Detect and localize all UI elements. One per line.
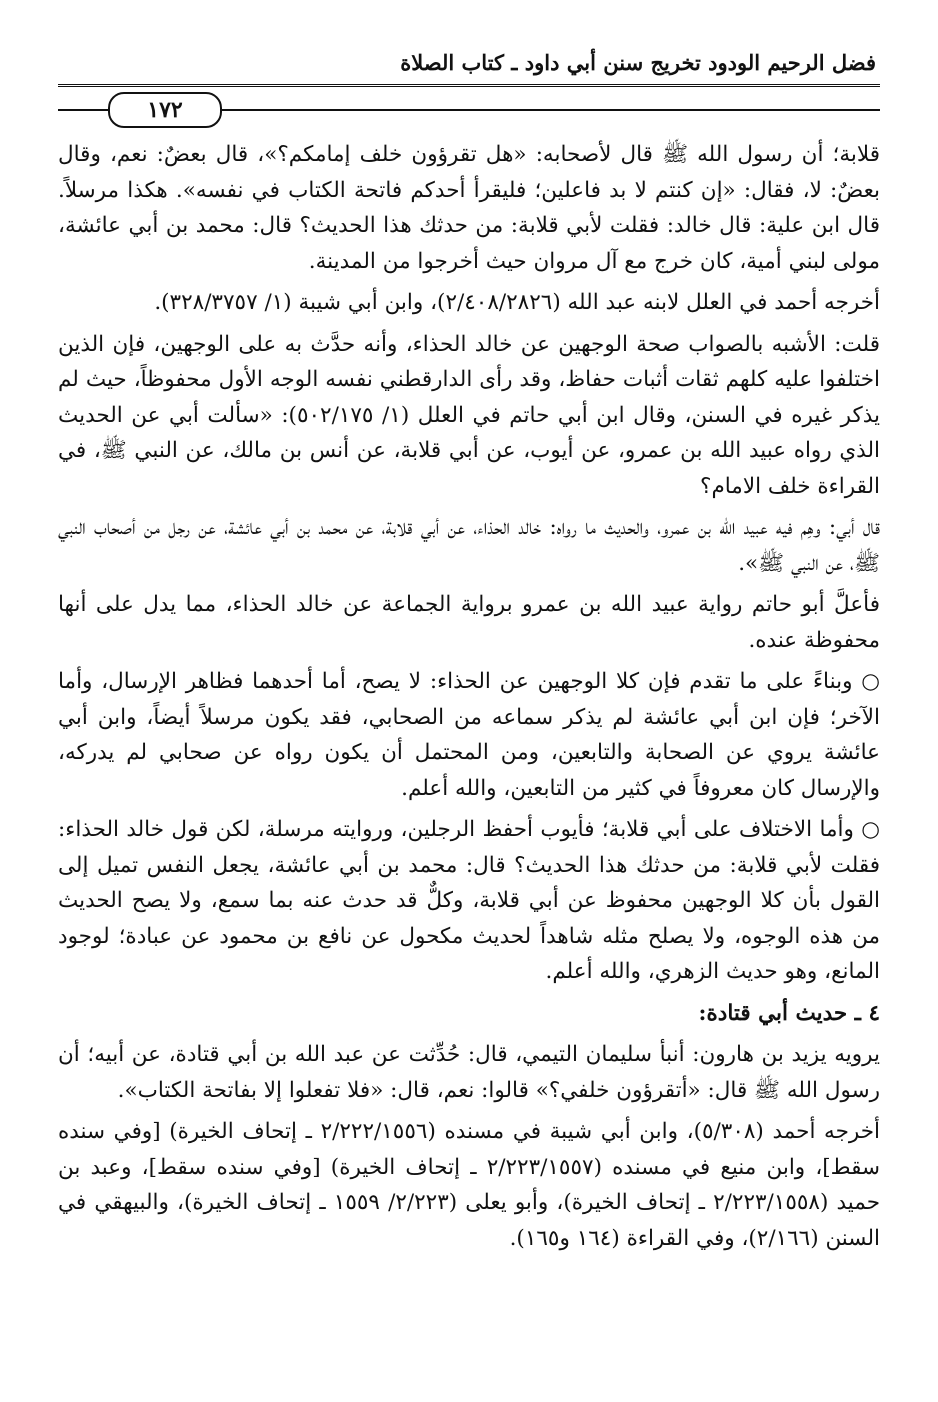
paragraph: قلت: الأشبه بالصواب صحة الوجهين عن خالد الحذاء، وأنه حدَّث به على الوجهين، فإن الذين اختلفوا عليه كلهم ثقات أثبات حفاظ، وقد رأى الدارقطني نفسه الوجه الأول محفوظاً، حيث لم يذكر غيره في السنن، وقال ابن أبي حاتم في العلل (١/ ٥٠٢/١٧٥): «سألت أبي عن الحديث الذي رواه عبيد الله بن عمرو، عن أيوب، عن أبي قلابة، عن أنس بن مالك، عن النبي ﷺ، في القراءة خلف الامام؟: [58, 331, 880, 499]
paragraph: أخرجه أحمد في العلل لابنه عبد الله (٢/٤٠٨/٢٨٢٦)، وابن أبي شيبة (١/ ٣٢٨/٣٧٥٧).: [154, 290, 880, 315]
page-number-rule: [58, 91, 880, 131]
page-number: ١٧٢: [108, 92, 222, 128]
paragraph: ○ وبناءً على ما تقدم فإن كلا الوجهين عن الحذاء: لا يصح، أما أحدهما فظاهر الإرسال، وأما الآخر؛ فإن ابن أبي عائشة لم يذكر سماعه من الصحابي، فقد يكون مرسلاً أيضاً، وابن أبي عائشة يروي عن الصحابة والتابعين، ومن المحتمل أن يكون رواه عن صحابي لم يدركه، والإرسال كان معروفاً في كثير من التابعين، والله أعلم.: [58, 669, 880, 801]
paragraph: قلابة؛ أن رسول الله ﷺ قال لأصحابه: «هل تقرؤون خلف إمامكم؟»، قال بعضٌ: نعم، وقال بعضٌ: لا، فقال: «إن كنتم لا بد فاعلين؛ فليقرأ أحدكم فاتحة الكتاب في نفسه». هكذا مرسلاً. قال ابن علية: قال خالد: فقلت لأبي قلابة: من حدثك هذا الحديث؟ قال: محمد بن أبي عائشة، مولى لبني أمية، كان خرج مع آل مروان حيث أخرجوا من المدينة.: [58, 142, 880, 274]
paragraph: يرويه يزيد بن هارون: أنبأ سليمان التيمي، قال: حُدِّثت عن عبد الله بن أبي قتادة، عن أبيه؛ أن رسول الله ﷺ قال: «أتقرؤون خلفي؟» قالوا: نعم، قال: «فلا تفعلوا إلا بفاتحة الكتاب».: [58, 1042, 880, 1103]
body-text: [58, 137, 880, 1256]
section-title: ٤ ـ حديث أبي قتادة:: [698, 1000, 880, 1026]
paragraph: أخرجه أحمد (٥/٣٠٨)، وابن أبي شيبة في مسنده (٢/٢٢٢/١٥٥٦ ـ إتحاف الخيرة) [وفي سنده سقط]، وابن منيع في مسنده (٢/٢٢٣/١٥٥٧ ـ إتحاف الخيرة) [وفي سنده سقط]، وعبد بن حميد (٢/٢٢٣/١٥٥٨ ـ إتحاف الخيرة)، وأبو يعلى (٢/٢٢٣/ ١٥٥٩ ـ إتحاف الخيرة)، والبيهقي في السنن (٢/١٦٦)، وفي القراءة (١٦٤ و١٦٥).: [58, 1119, 880, 1251]
paragraph: فأعلَّ أبو حاتم رواية عبيد الله بن عمرو برواية الجماعة عن خالد الحذاء، مما يدل على أنها محفوظة عنده.: [58, 592, 880, 653]
running-header: [58, 40, 880, 87]
paragraph: قال أبي: وهِم فيه عبيد الله بن عمرو، والحديث ما رواه: خالد الحذاء، عن أبي قلابة، عن محمد بن أبي عائشة، عن رجل من أصحاب النبي ﷺ، عن النبي ﷺ».: [58, 515, 880, 576]
header-title: فضل الرحيم الودود تخريج سنن أبي داود ـ كتاب الصلاة: [400, 50, 876, 75]
book-page: [58, 40, 880, 1262]
paragraph: ○ وأما الاختلاف على أبي قلابة؛ فأيوب أحفظ الرجلين، وروايته مرسلة، لكن قول خالد الحذاء: فقلت لأبي قلابة: من حدثك هذا الحديث؟ قال: محمد بن أبي عائشة، يجعل النفس تميل إلى القول بأن كلا الوجهين محفوظ عن أبي قلابة، وكلٌّ قد حدث عنه بما سمع، ولا يصح الحديث من هذه الوجوه، ولا يصلح مثله شاهداً لحديث مكحول عن نافع بن محمود عن عبادة؛ لوجود المانع، وهو حديث الزهري، والله أعلم.: [58, 817, 880, 984]
